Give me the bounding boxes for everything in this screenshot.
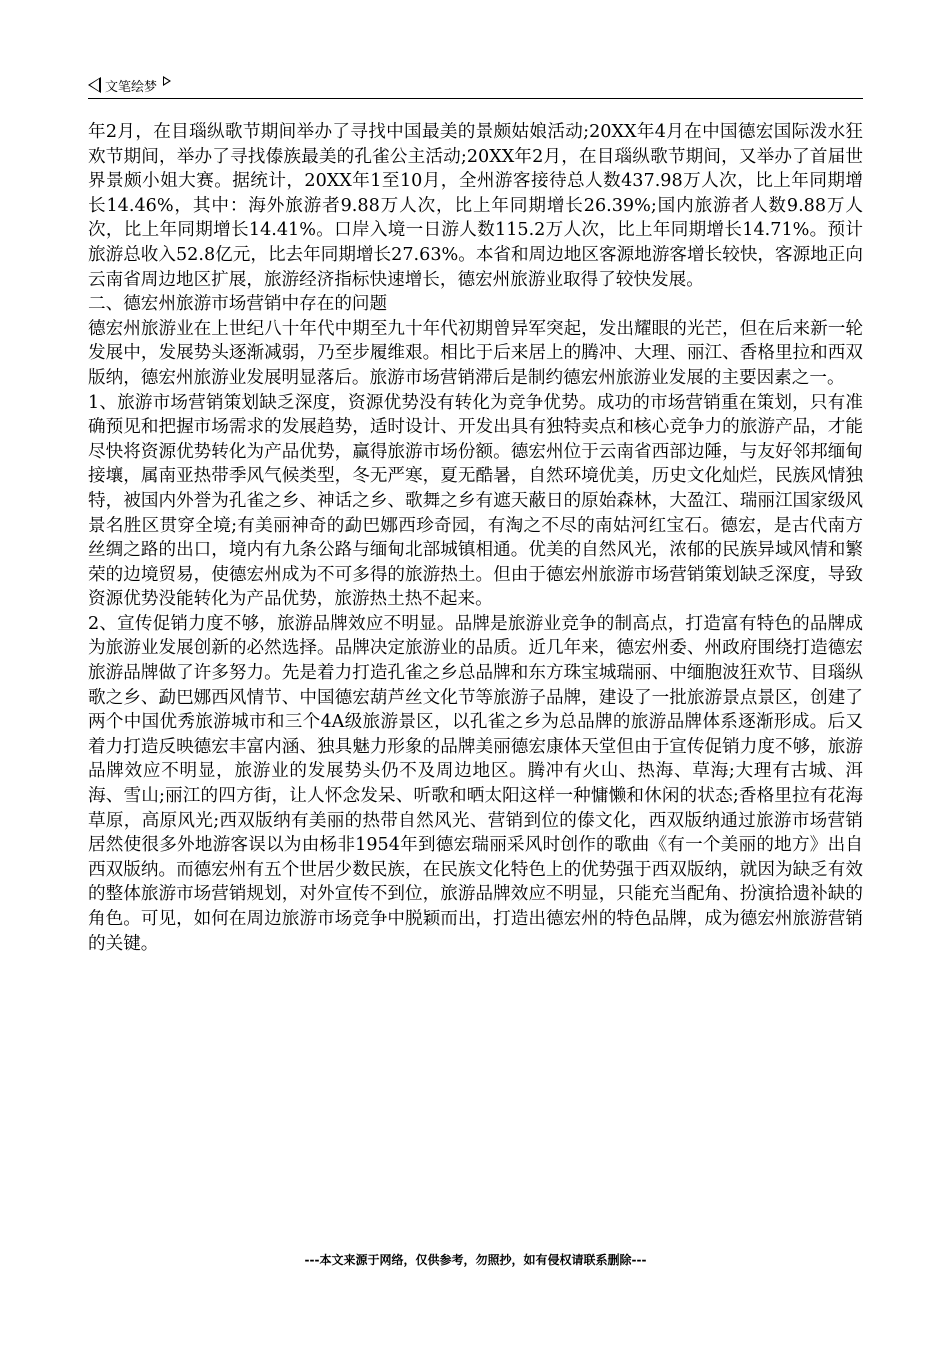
page-header: [88, 72, 863, 99]
page-footer: ---本文来源于网络，仅供参考，勿照抄，如有侵权请联系删除---: [304, 1253, 647, 1267]
triangle-right-icon: [163, 76, 171, 86]
paragraph-point-1: 1、旅游市场营销策划缺乏深度，资源优势没有转化为竞争优势。成功的市场营销重在策划，只有准确预见和把握市场需求的发展趋势，适时设计、开发出具有独特卖点和核心竞争力的旅游产品，才能尽快将资源优势转化为产品优势，赢得旅游市场份额。德宏州位于云南省西部边陲，与友好邻邦缅甸接壤，属南亚热带季风气候类型，冬无严寒，夏无酷暑，自然环境优美，历史文化灿烂，民族风情独特，被国内外誉为孔雀之乡、神话之乡、歌舞之乡有遮天蔽日的原始森林，大盈江、瑞丽江国家级风景名胜区贯穿全境;有美丽神奇的勐巴娜西珍奇园，有淘之不尽的南姑河红宝石。德宏，是古代南方丝绸之路的出口，境内有九条公路与缅甸北部城镇相通。优美的自然风光，浓郁的民族异域风情和繁荣的边境贸易，使德宏州成为不可多得的旅游热土。但由于德宏州旅游市场营销策划缺乏深度，导致资源优势没能转化为产品优势，旅游热土热不起来。: [88, 392, 863, 610]
paragraph-statistics: 年2月，在目瑙纵歌节期间举办了寻找中国最美的景颇姑娘活动;20XX年4月在中国德宏国际泼水狂欢节期间，举办了寻找傣族最美的孔雀公主活动;20XX年2月，在目瑙纵歌节期间，又举办了首届世界景颇小姐大赛。据统计，20XX年1至10月，全州游客接待总人数437.98万人次，比上年同期增长14.46%，其中：海外旅游者9.88万人次，比上年同期增长26.39%;国内旅游者人数9.88万人次，比上年同期增长14.41%。口岸入境一日游人数115.2万人次，比上年同期增长14.71%。预计旅游总收入52.8亿元，比去年同期增长27.63%。本省和周边地区客源地游客增长较快，客源地正向云南省周边地区扩展，旅游经济指标快速增长，德宏州旅游业取得了较快发展。: [88, 122, 863, 290]
triangle-left-icon: [88, 77, 101, 93]
paragraph-point-2: 2、宣传促销力度不够，旅游品牌效应不明显。品牌是旅游业竞争的制高点，打造富有特色的品牌成为旅游业发展创新的必然选择。品牌决定旅游业的品质。近几年来，德宏州委、州政府围绕打造德宏旅游品牌做了许多努力。先是着力打造孔雀之乡总品牌和东方珠宝城瑞丽、中缅胞波狂欢节、目瑙纵歌之乡、勐巴娜西风情节、中国德宏葫芦丝文化节等旅游子品牌，建设了一批旅游景点景区，创建了两个中国优秀旅游城市和三个4A级旅游景区，以孔雀之乡为总品牌的旅游品牌体系逐渐形成。后又着力打造反映德宏丰富内涵、独具魅力形象的品牌美丽德宏康体天堂但由于宣传促销力度不够，旅游品牌效应不明显，旅游业的发展势头仍不及周边地区。腾冲有火山、热海、草海;大理有古城、洱海、雪山;丽江的四方街，让人怀念发呆、听歌和晒太阳这样一种慵懒和休闲的状态;香格里拉有花海草原，高原风光;西双版纳有美丽的热带自然风光、营销到位的傣文化，西双版纳通过旅游市场营销居然使很多外地游客误以为由杨非1954年到德宏瑞丽采风时创作的歌曲《有一个美丽的地方》出自西双版纳。而德宏州有五个世居少数民族，在民族文化特色上的优势强于西双版纳，就因为缺乏有效的整体旅游市场营销规划，对外宣传不到位，旅游品牌效应不明显，只能充当配角、扮演拾遗补缺的角色。可见，如何在周边旅游市场竞争中脱颖而出，打造出德宏州的特色品牌，成为德宏州旅游营销的关键。: [88, 613, 863, 954]
section-heading: 二、德宏州旅游市场营销中存在的问题: [88, 294, 388, 315]
document-body: [88, 120, 863, 956]
header-title: 文笔绘梦: [105, 79, 158, 95]
paragraph-intro: 德宏州旅游业在上世纪八十年代中期至九十年代初期曾异军突起，发出耀眼的光芒，但在后来新一轮发展中，发展势头逐渐减弱，乃至步履维艰。相比于后来居上的腾冲、大理、丽江、香格里拉和西双版纳，德宏州旅游业发展明显落后。旅游市场营销滞后是制约德宏州旅游业发展的主要因素之一。: [88, 318, 863, 388]
